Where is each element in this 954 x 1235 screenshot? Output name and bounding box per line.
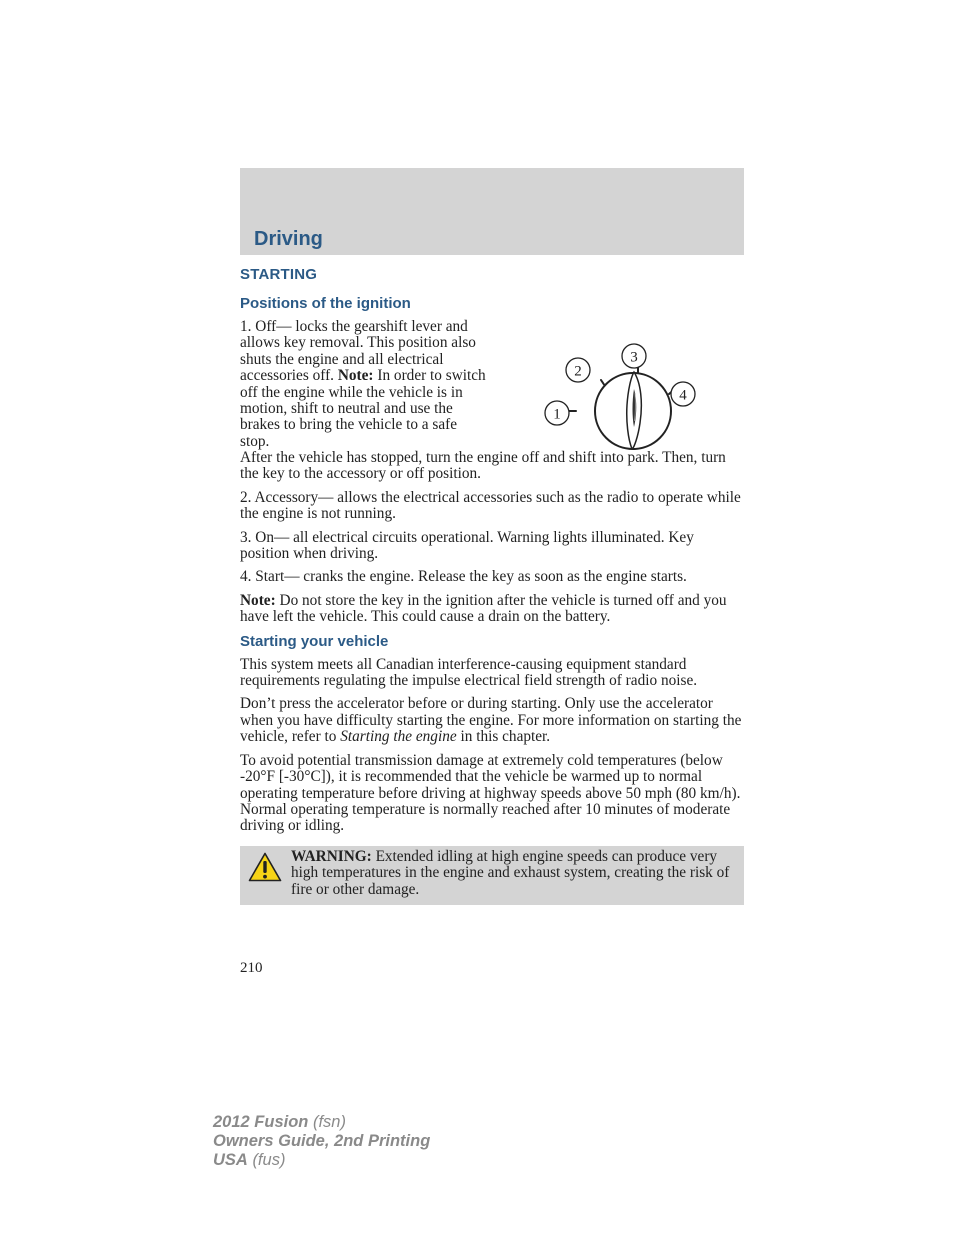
ignition-item-1-text: 1. Off— locks the gearshift lever and allows key removal. This position also shuts the engine and all electrical accessories off. [240, 318, 476, 385]
page-number: 210 [240, 960, 263, 976]
warning-triangle-icon [248, 852, 282, 882]
starting-para-2-text: Don’t press the accelerator before or during starting. Only use the accelerator when you have difficulty starting the engine. For more information on starting the vehicle, refer to [240, 695, 742, 746]
position-2-marker [566, 358, 590, 382]
document-footer [213, 1113, 430, 1170]
ignition-item-1-note-text: In order to switch off the engine while the vehicle is in motion, shift to neutral and use the brakes to bring the vehicle to a safe stop. [240, 367, 486, 450]
ignition-item-4: 4. Start— cranks the engine. Release the key as soon as the engine starts. [240, 568, 687, 586]
footer-line-3 [213, 1151, 430, 1170]
page-content [240, 266, 744, 905]
position-4-marker [671, 382, 695, 406]
starting-para-1: This system meets all Canadian interference-causing equipment standard requirements regulating the impulse electrical field strength of radio noise. [240, 655, 698, 690]
footer-model: 2012 Fusion [213, 1113, 309, 1131]
starting-heading: Starting your vehicle [240, 632, 389, 650]
ignition-note-label: Note: [240, 591, 276, 609]
ignition-item-2: 2. Accessory— allows the electrical accessories such as the radio to operate while the engine is not running. [240, 488, 741, 523]
ignition-item-3: 3. On— all electrical circuits operational. Warning lights illuminated. Key position when driving. [240, 528, 694, 563]
ignition-note-text: Do not store the key in the ignition after the vehicle is turned off and you have left the vehicle. This could cause a drain on the battery. [240, 591, 727, 626]
ignition-item-1-continued: After the vehicle has stopped, turn the engine off and shift into park. Then, turn the key to the accessory or off position. [240, 449, 726, 483]
warning-label: WARNING: [291, 847, 372, 865]
position-2-label: 2 [574, 363, 582, 380]
footer-guide: Owners Guide, 2nd Printing [213, 1132, 431, 1150]
position-1-marker [545, 401, 569, 425]
footer-market: USA [213, 1151, 248, 1169]
chapter-title: Driving [254, 228, 323, 250]
footer-line-1 [213, 1113, 430, 1132]
footer-model-code: (fsn) [312, 1113, 346, 1131]
starting-engine-reference: Starting the engine [340, 728, 457, 746]
warning-body: Extended idling at high engine speeds can produce very high temperatures in the engine and exhaust system, creating the risk of fire or other damage. [291, 847, 730, 898]
chapter-header-band [240, 168, 744, 255]
ignition-positions-figure [543, 311, 703, 451]
ignition-heading: Positions of the ignition [240, 295, 411, 312]
warning-text [246, 849, 730, 898]
warning-box [240, 846, 744, 905]
footer-market-code: (fus) [252, 1151, 286, 1169]
ignition-block [240, 319, 744, 450]
ignition-note [240, 593, 744, 626]
starting-para-2-end: in this chapter. [460, 728, 551, 746]
position-4-label: 4 [679, 387, 687, 404]
starting-para-3: To avoid potential transmission damage at extremely cold temperatures (below -20°F [-30°C]), it is recommended that the vehicle be warmed up to normal operating temperature before driving at highway speeds above 50 mph (80 km/h). Normal operating temperature is normally reached after 10 minutes of moderate driving or idling. [240, 751, 741, 835]
footer-line-2 [213, 1132, 430, 1151]
position-3-label: 3 [630, 349, 638, 366]
section-title: STARTING [240, 266, 318, 283]
position-3-marker [622, 344, 646, 368]
ignition-item-1-note-label: Note: [337, 367, 374, 385]
starting-para-2 [240, 696, 744, 745]
ignition-item-1 [240, 319, 486, 450]
position-1-label: 1 [553, 406, 561, 423]
